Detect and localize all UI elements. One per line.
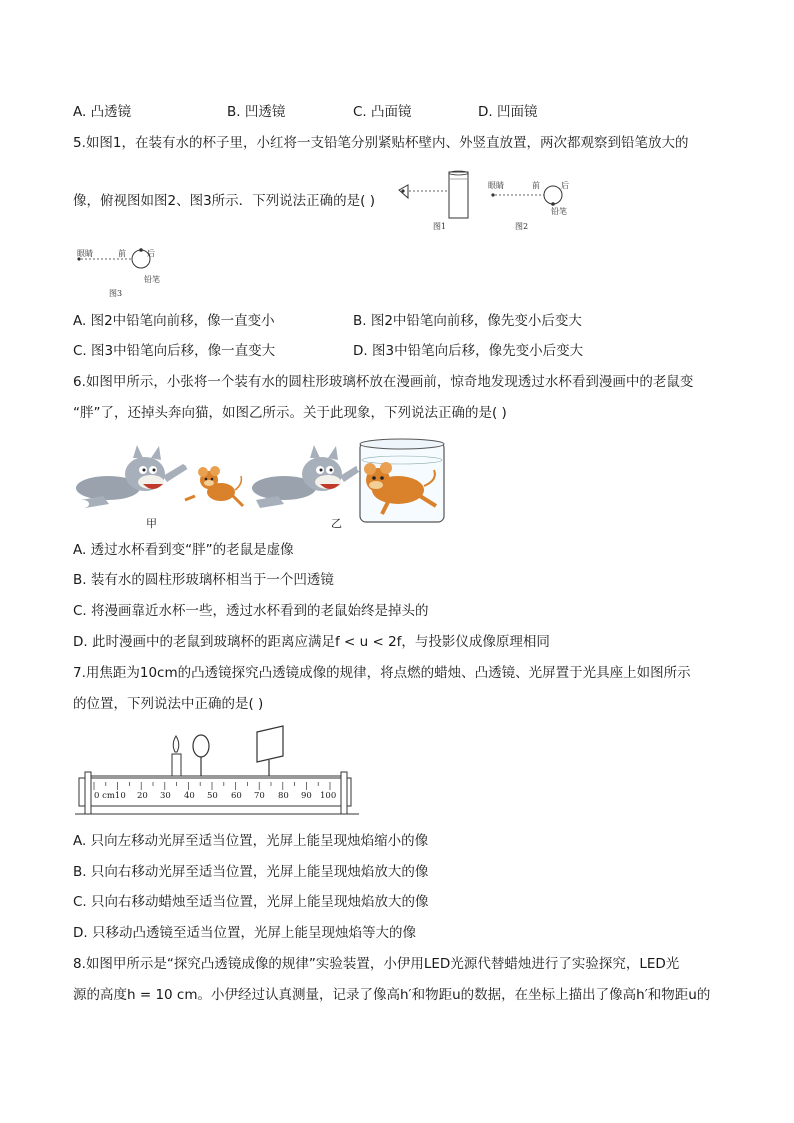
q5-fig3-back-label: 后: [147, 249, 155, 258]
q7-ruler-label-100: 100: [320, 791, 337, 801]
q6-stem-line1: 6.如图甲所示，小张将一个装有水的圆柱形玻璃杯放在漫画前，惊奇地发现透过水杯看到漫画中的老鼠变: [73, 374, 694, 390]
q7-ruler-label-30: 30: [160, 791, 171, 801]
q5-option-b: B. 图2中铅笔向前移，像先变小后变大: [353, 313, 582, 329]
q7-ruler-label-20: 20: [137, 791, 148, 801]
q7-ruler-label-50: 50: [207, 791, 218, 801]
q7-ruler-label-10: 0 cm10: [94, 791, 126, 801]
q4-option-a: A. 凸透镜: [73, 104, 132, 120]
q7-ruler-label-90: 90: [301, 791, 312, 801]
q6-fig-b-label: 乙: [331, 517, 342, 530]
q8-stem-line2: 源的高度h = 10 cm。小伊经过认真测量，记录了像高h′和物距u的数据，在坐标上描出了像高h′和物距u的: [73, 987, 711, 1003]
q6-stem-line2: “胖”了，还掉头奔向猫，如图乙所示。关于此现象，下列说法正确的是( ): [73, 405, 507, 421]
q5-stem-line1: 5.如图1，在装有水的杯子里，小红将一支铅笔分别紧贴杯壁内、外竖直放置，两次都观察到铅笔放大的: [73, 135, 689, 151]
q7-stem-line1: 7.用焦距为10cm的凸透镜探究凸透镜成像的规律，将点燃的蜡烛、凸透镜、光屏置于光具座上如图所示: [73, 665, 691, 681]
q7-ruler-label-70: 70: [254, 791, 265, 801]
q7-ruler-label-80: 80: [278, 791, 289, 801]
q4-option-d: D. 凹面镜: [478, 104, 538, 120]
q6-option-a: A. 透过水杯看到变“胖”的老鼠是虚像: [73, 542, 294, 558]
q7-option-c: C. 只向右移动蜡烛至适当位置，光屏上能呈现烛焰放大的像: [73, 894, 429, 910]
q5-stem-line2: 像，俯视图如图2、图3所示．下列说法正确的是( ): [73, 193, 376, 209]
q5-fig3-label: 图3: [109, 289, 123, 298]
q7-option-b: B. 只向右移动光屏至适当位置，光屏上能呈现烛焰放大的像: [73, 864, 429, 880]
q5-fig2-eye-label: 眼睛: [488, 181, 504, 190]
q5-figure-1: [392, 168, 482, 220]
q5-fig2-back-label: 后: [561, 181, 569, 190]
q5-option-a: A. 图2中铅笔向前移，像一直变小: [73, 313, 275, 329]
q7-stem-line2: 的位置，下列说法中正确的是( ): [73, 696, 264, 712]
q7-ruler-label-60: 60: [231, 791, 242, 801]
q6-cartoon-a: [73, 440, 245, 520]
q5-fig3-pencil-label: 铅笔: [144, 275, 160, 284]
q5-fig1-label: 图1: [433, 222, 447, 231]
q5-option-c: C. 图3中铅笔向后移，像一直变大: [73, 343, 276, 359]
q6-option-c: C. 将漫画靠近水杯一些，透过水杯看到的老鼠始终是掉头的: [73, 603, 429, 619]
q7-option-d: D. 只移动凸透镜至适当位置，光屏上能呈现烛焰等大的像: [73, 925, 416, 941]
q5-option-d: D. 图3中铅笔向后移，像先变小后变大: [353, 343, 584, 359]
q5-fig3-front-label: 前: [118, 249, 126, 258]
q4-option-b: B. 凹透镜: [227, 104, 286, 120]
q8-stem-line1: 8.如图甲所示是“探究凸透镜成像的规律”实验装置，小伊用LED光源代替蜡烛进行了实验探究，LED光: [73, 956, 680, 972]
q6-fig-a-label: 甲: [146, 517, 157, 530]
q5-fig2-front-label: 前: [532, 181, 540, 190]
q6-cartoon-b: [248, 436, 448, 526]
q7-ruler-label-40: 40: [184, 791, 195, 801]
q6-option-d: D. 此时漫画中的老鼠到玻璃杯的距离应满足f < u < 2f，与投影仪成像原理相同: [73, 634, 550, 650]
q5-fig2-pencil-label: 铅笔: [551, 207, 567, 216]
q6-option-b: B. 装有水的圆柱形玻璃杯相当于一个凹透镜: [73, 572, 334, 588]
q5-fig2-label: 图2: [515, 222, 529, 231]
q7-option-a: A. 只向左移动光屏至适当位置，光屏上能呈现烛焰缩小的像: [73, 833, 429, 849]
q7-optical-bench: [75, 724, 365, 820]
q5-fig3-eye-label: 眼睛: [77, 249, 93, 258]
q4-option-c: C. 凸面镜: [353, 104, 412, 120]
